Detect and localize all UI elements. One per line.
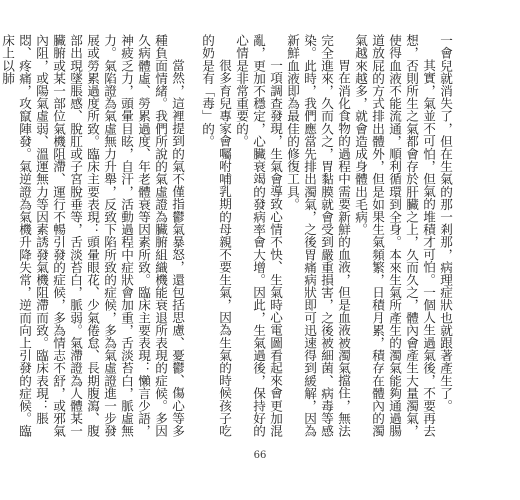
paragraph-continuation: 一會兒就消失了，但在生氣的那一剎那，病理症狀也就跟著產生了。 [438,34,453,412]
paragraph: 一項調查發現，生氣會導致心情不快、生氣時心電圖看起來會更加混亂，更加不穩定，心臟衰竭的發病率會大增。因此，生氣過後，保持好的心情是非常重要的。 [234,34,283,438]
paragraph: 其實，氣並不可怕，但氣的堆積才可怕。一個人生過氣後，不要再去想，否則所生之氣都會存於肝臟之上，久而久之，體內會產生大量濁氣，使得血液不能流通，順利循環到全身。本來生氣所產生的濁氣能夠通過腸道放屁的方式排出體外，但是如果生氣頻繁，日積月累，積存在體內的濁氣越來越多，就會造成身體出毛病。 [353,34,436,438]
body-text-vertical [0,34,454,442]
paragraph: 胃在消化食物的過程中需要新鮮的血液，但是血液被濁氣擋住，無法完全進來，久而久之，胃黏膜就會受到嚴重損害，之後被細菌、病毒等感染。此時，我們應當先排出濁氣，之後胃痛病狀即可迅速得到緩解，因為新鮮血液即為最佳的修復工具。 [285,34,351,438]
page-number: 66 [253,450,267,461]
paragraph: 當然，這裡提到的氣不僅指鬱氣暴怒，還包括思慮、憂鬱、傷心等多種負面情緒。我們所說的氣虛證為臟腑組織機能衰退所表現的症候。多因久病體虛、勞累過度、年老體衰等因素所致。臨床主要表現：懶言少語，神疲乏力，頭暈目眩，自汗，活動過程中症狀會加重，舌淡苔白，脈虛無力。氣陷證為氣虛無力升舉，反致下陷所致的症候，多為氣虛證進一步發展或勞累過度所致。臨床主要表現：頭暈眼花、少氣倦怠、長期腹瀉、腹部出現墜脹感、脫肛或子宮脫垂等，舌淡苔白，脈弱。氣滯證為人體某一臟腑或某一部位氣機阻滯、運行不暢引發的症候，多為情志不舒，或邪氣內阻，或陽氣虛弱、溫運無力等因素誘發氣機阻滯而致。臨床表現：脹悶、疼痛，攻竄陣發。氣逆證為氣機升降失常，逆而向上引發的症候。臨床上以肺 [0,34,185,438]
paragraph: 很多育兒專家會囑咐哺乳期的母親不要生氣，因為生氣的時候孩子吃的奶是有「毒」的。 [200,34,232,438]
